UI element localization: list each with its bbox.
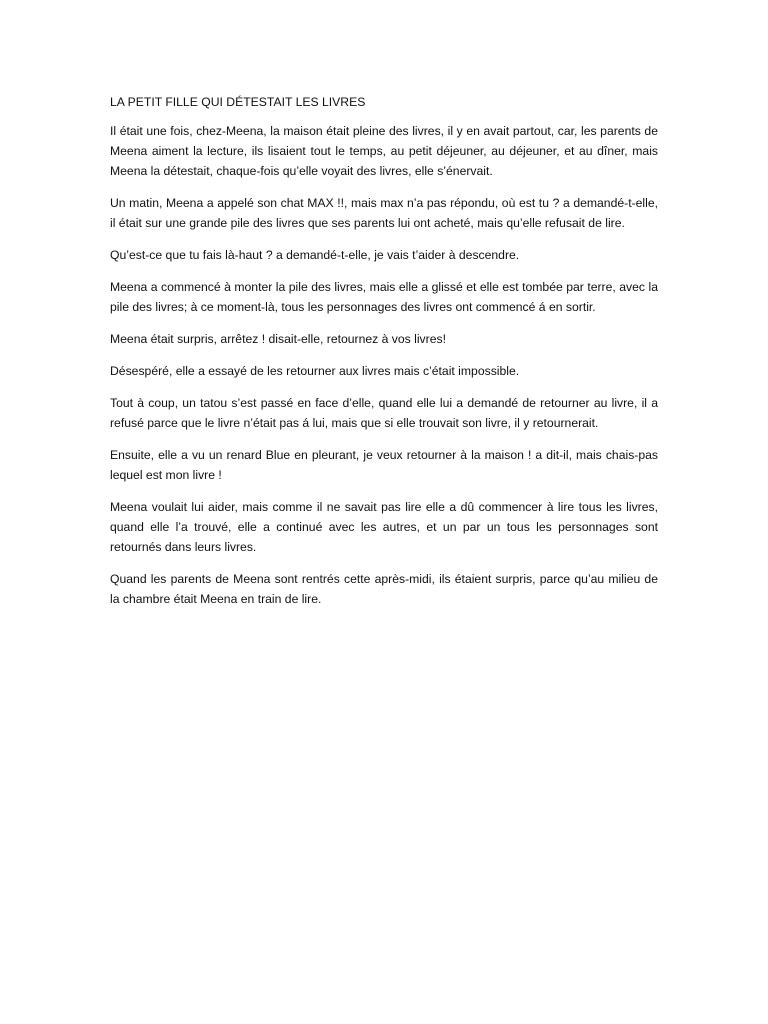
paragraph-3: Qu’est-ce que tu fais là-haut ? a demandé-t-elle, je vais t’aider à descendre.	[110, 248, 520, 262]
paragraph-1: Il était une fois, chez-Meena, la maison était pleine des livres, il y en avait partout, car, les parents de Meena aiment la lecture, ils lisaient tout le temps, au petit déjeuner, au déjeuner, et au dîner, mais Meena la détestait, chaque-fois qu’elle voyait des livres, elle s’énervait.	[110, 124, 658, 178]
paragraph-10: Quand les parents de Meena sont rentrés cette après-midi, ils étaient surpris, parce qu’au milieu de la chambre était Meena en train de lire.	[110, 572, 658, 606]
document-title: LA PETIT FILLE QUI DÉTESTAIT LES LIVRES	[110, 95, 366, 109]
paragraph-7: Tout à coup, un tatou s’est passé en face d’elle, quand elle lui a demandé de retourner au livre, il a refusé parce que le livre n’était pas á lui, mais que si elle trouvait son livre, il y retournerait.	[110, 396, 658, 430]
document-body	[110, 92, 658, 621]
paragraph-8: Ensuite, elle a vu un renard Blue en pleurant, je veux retourner à la maison ! a dit-il, mais chais-pas lequel est mon livre !	[110, 448, 658, 482]
paragraph-6: Désespéré, elle a essayé de les retourner aux livres mais c’était impossible.	[110, 364, 520, 378]
paragraph-2: Un matin, Meena a appelé son chat MAX !!, mais max n’a pas répondu, où est tu ? a demandé-t-elle, il était sur une grande pile des livres que ses parents lui ont acheté, mais qu’elle refusait de lire.	[110, 196, 658, 230]
paragraph-5: Meena était surpris, arrêtez ! disait-elle, retournez à vos livres!	[110, 332, 446, 346]
paragraph-4: Meena a commencé à monter la pile des livres, mais elle a glissé et elle est tombée par terre, avec la pile des livres; à ce moment-là, tous les personnages des livres ont commencé á en sortir.	[110, 280, 658, 314]
paragraph-9: Meena voulait lui aider, mais comme il ne savait pas lire elle a dû commencer à lire tous les livres, quand elle l’a trouvé, elle a continué avec les autres, et un par un tous les personnages sont retournés dans leurs livres.	[110, 500, 658, 554]
